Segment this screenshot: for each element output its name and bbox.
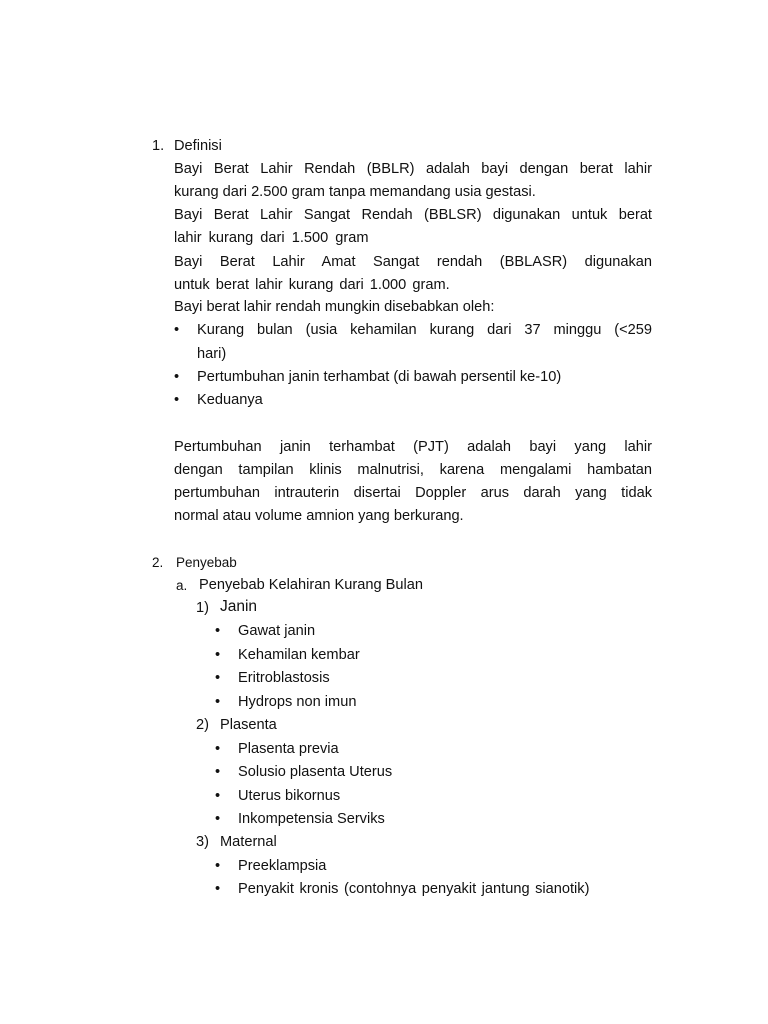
group-marker: 2)	[196, 717, 209, 733]
cause-item: Gawat janin	[238, 623, 316, 639]
pjt-paragraph-line: dengan tampilan klinis malnutrisi, karena mengalami hambatan	[174, 462, 652, 478]
bullet-marker: •	[215, 788, 221, 804]
bullet-marker: •	[215, 623, 221, 639]
definition-line: kurang dari 2.500 gram tanpa memandang usia gestasi.	[174, 184, 536, 200]
pjt-paragraph-line: normal atau volume amnion yang berkurang.	[174, 508, 464, 524]
section-2-title: Penyebab	[176, 555, 237, 570]
bullet-marker: •	[215, 764, 221, 780]
subsection-a-marker: a.	[176, 578, 188, 593]
definition-line: Bayi Berat Lahir Sangat Rendah (BBLSR) digunakan untuk berat	[174, 207, 652, 223]
group-title: Janin	[220, 598, 258, 615]
bullet-item-text: Keduanya	[197, 392, 263, 408]
bullet-marker: •	[215, 811, 221, 827]
bullet-marker: •	[215, 647, 221, 663]
definition-line: lahir kurang dari 1.500 gram	[174, 230, 369, 246]
group-title: Maternal	[220, 834, 277, 850]
pjt-paragraph-line: pertumbuhan intrauterin disertai Doppler arus darah yang tidak	[174, 485, 652, 501]
cause-item: Eritroblastosis	[238, 670, 330, 686]
bullet-item-text: Kurang bulan (usia kehamilan kurang dari 37 minggu (<259	[197, 322, 652, 338]
group-marker: 1)	[196, 600, 209, 616]
subsection-a-title: Penyebab Kelahiran Kurang Bulan	[199, 577, 423, 593]
group-marker: 3)	[196, 834, 209, 850]
cause-item: Uterus bikornus	[238, 788, 341, 804]
bullet-marker: •	[215, 858, 221, 874]
bullet-item-text: Pertumbuhan janin terhambat (di bawah persentil ke-10)	[197, 369, 562, 385]
bullet-marker: •	[215, 881, 221, 897]
bullet-marker: •	[174, 392, 180, 408]
bullet-marker: •	[174, 322, 180, 338]
group-title: Plasenta	[220, 717, 277, 733]
cause-item: Hydrops non imun	[238, 694, 357, 710]
section-2-number: 2.	[152, 555, 164, 570]
definition-line: untuk berat lahir kurang dari 1.000 gram.	[174, 277, 450, 293]
bullet-marker: •	[174, 369, 180, 385]
section-1-title: Definisi	[174, 138, 222, 154]
bullet-marker: •	[215, 741, 221, 757]
section-1-number: 1.	[152, 138, 165, 154]
definition-line: Bayi berat lahir rendah mungkin disebabkan oleh:	[174, 299, 495, 315]
bullet-item-text: hari)	[197, 346, 227, 362]
cause-item: Penyakit kronis (contohnya penyakit jantung sianotik)	[238, 881, 590, 897]
cause-item: Kehamilan kembar	[238, 647, 360, 663]
cause-item: Inkompetensia Serviks	[238, 811, 385, 827]
cause-item: Solusio plasenta Uterus	[238, 764, 393, 780]
bullet-marker: •	[215, 670, 221, 686]
definition-line: Bayi Berat Lahir Rendah (BBLR) adalah bayi dengan berat lahir	[174, 161, 652, 177]
bullet-marker: •	[215, 694, 221, 710]
definition-line: Bayi Berat Lahir Amat Sangat rendah (BBLASR) digunakan	[174, 254, 652, 270]
cause-item: Preeklampsia	[238, 858, 327, 874]
cause-item: Plasenta previa	[238, 741, 339, 757]
pjt-paragraph-line: Pertumbuhan janin terhambat (PJT) adalah bayi yang lahir	[174, 439, 652, 455]
